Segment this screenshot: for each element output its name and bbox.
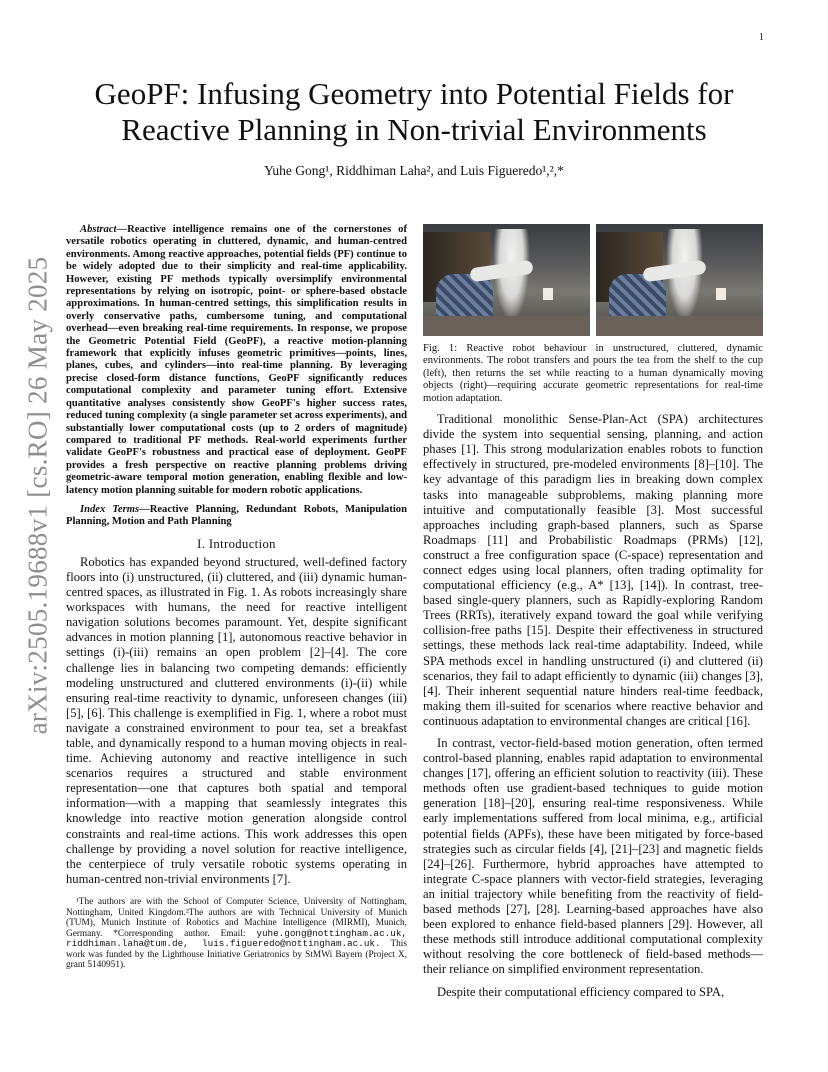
abstract xyxy=(66,224,407,497)
section-heading: I. Introduction xyxy=(197,536,276,551)
title-line-2: Reactive Planning in Non-trivial Environments xyxy=(121,112,707,147)
footnote-funding: This work was funded by the Lighthouse Initiative Geriatronics by StMWi Bayern (Project X, grant 5140951). xyxy=(66,939,407,971)
right-paragraph-3: Despite their computational efficiency compared to SPA, xyxy=(437,984,725,999)
paper-title xyxy=(64,76,764,148)
page-number: 1 xyxy=(759,32,764,43)
right-column xyxy=(423,224,763,1000)
figure-photo-right xyxy=(596,224,763,336)
figure-photo-left xyxy=(423,224,590,336)
abstract-label: Abstract xyxy=(80,224,117,235)
index-terms xyxy=(66,504,407,529)
right-paragraph-2: In contrast, vector-field-based motion generation, often termed control-based planning, enables rapid adaptation to environmental changes [17], offering an efficient solution to reactivity (iii). These methods often use gradient-based techniques to guide motion generation [18]–[20], ensuring real-time responsiveness. While early implementations suffered from local minima, e.g., artificial potential fields (APFs), these have been mitigated by force-based strategies such as circular fields [4], [21]–[23] and magnetic fields [24]–[26]. Furthermore, hybrid approaches have attempted to integrate C-space planners with vector-field strategies, leveraging an initial trajectory while benefiting from the reactivity of field-based methods [27], [28]. Learning-based approaches have also been explored to enhance field-based planners [29]. However, all these methods still introduce additional computational complexity without resolving the core bottleneck of field-based methods—their reliance on simplified environment representation. xyxy=(423,736,763,977)
footnote-text: ¹The authors are with the School of Computer Science, University of Nottingham, Nottingham, United Kingdom.²The authors are with Technical University of Munich (TUM), Munich Institute of Robotics and Machine Intelligence (MIRMI), Munich, Germany. *Corresponding author. Email: xyxy=(66,896,407,939)
arxiv-stamp-text: arXiv:2505.19688v1 [cs.RO] 26 May 2025 xyxy=(22,256,53,734)
footnote xyxy=(66,897,407,971)
authors: Yuhe Gong¹, Riddhiman Laha², and Luis Figueredo¹,²,* xyxy=(264,163,564,178)
arxiv-stamp xyxy=(18,195,58,795)
title-line-1: GeoPF: Infusing Geometry into Potential Fields for xyxy=(94,76,734,111)
index-terms-label: Index Terms xyxy=(80,503,140,515)
footnote-emails: yuhe.gong@nottingham.ac.uk, riddhiman.laha@tum.de, luis.figueredo@nottingham.ac.uk. xyxy=(66,927,407,950)
figure-caption: Fig. 1: Reactive robot behaviour in unstructured, cluttered, dynamic environments. The robot transfers and pours the tea from the shelf to the cup (left), then returns the set while reacting to a human dynamically moving objects (right)—requiring accurate geometric representations for real-time motion adaptation. xyxy=(423,343,763,404)
right-paragraph-1: Traditional monolithic Sense-Plan-Act (SPA) architectures divide the system into sequential sensing, planning, and action phases [1]. This strong modularization enables robots to function effectively in structured, pre-modeled environments [8]–[10]. The key advantage of this paradigm lies in breaking down complex tasks into manageable subproblems, making planning more intuitive and computationally feasible [3]. Most successful approaches including graph-based planners, such as Sparse Roadmaps [11] and Probabilistic Roadmaps (PRMs) [12], construct a free configuration space (C-space) representation and connect edges using local planners, often trading optimality for computational efficiency (e.g., A* [13], [14]). In contrast, tree-based single-query planners, such as Rapidly-exploring Random Trees (RRTs), iteratively expand toward the goal while verifying collision-free paths [15]. Despite their effectiveness in structured settings, these methods lack real-time adaptability. Indeed, while SPA methods excel in handling unstructured (i) and cluttered (ii) scenarios, they fail to adapt efficiently to dynamic (iii) changes [3], [4]. Their inherent sequential nature hinders real-time feedback, making them ill-suited for scenarios where reactive behavior and continuous adaptation to environmental changes are critical [16]. xyxy=(423,412,763,728)
left-column xyxy=(66,224,407,971)
index-terms-text: —Reactive Planning, Redundant Robots, Manipulation Planning, Motion and Path Planning xyxy=(66,503,407,528)
intro-paragraph: Robotics has expanded beyond structured, well-defined factory floors into (i) unstructured, (ii) cluttered, and (iii) dynamic human-centred spaces, as illustrated in Fig. 1. As robots increasingly share workspaces with humans, the need for reactive intelligent navigation solutions becomes paramount. Yet, despite significant advances in motion planning [1], autonomous reactive behavior in settings (i)-(iii) remains an open problem [2]–[4]. The core challenge lies in balancing two competing demands: efficiently modeling unstructured and cluttered environments (i)-(ii) while ensuring real-time reactivity to dynamic, unforeseen changes (iii) [5], [6]. This challenge is exemplified in Fig. 1, where a robot must navigate a constrained environment to pour tea, set a breakfast table, and dynamically respond to a human moving objects in real-time. Achieving autonomy and reactive intelligence in such scenarios requires a structured and stable environment representation—one that captures both spatial and temporal information—with a mapping that seamlessly integrates this knowledge into reactive motion generation alongside control constraints and real-time actions. This work addresses this open challenge by providing a novel solution for reactive intelligence, the centerpiece of truly versatile robotic systems operating in human-centred non-trivial environments [7]. xyxy=(66,554,407,886)
figure-1 xyxy=(423,224,763,336)
abstract-text: —Reactive intelligence remains one of the cornerstones of versatile robotics operating in cluttered, dynamic, and human-centred environments. Among reactive approaches, potential fields (PF) continue to be widely adopted due to their simplicity and real-time applicability. However, existing PF methods typically oversimplify environmental representations by relying on isotropic, point- or sphere-based obstacle approximations. In human-centred settings, this simplification results in overly conservative paths, cumbersome tuning, and computational overhead—even breaking real-time requirements. In response, we propose the Geometric Potential Field (GeoPF), a reactive motion-planning framework that explicitly infuses geometric primitives—points, lines, planes, cubes, and cylinders—into real-time planning. By leveraging precise closed-form distance functions, GeoPF significantly reduces computational complexity and parameter tuning effort. Extensive quantitative analyses consistently show GeoPF's higher success rates, reduced tuning complexity (a single parameter set across experiments), and substantially lower computational costs (up to 2 orders of magnitude) compared to traditional PF methods. Real-world experiments further validate GeoPF's robustness and practical ease of deployment. GeoPF provides a fresh perspective on reactive planning problems driving geometric-aware temporal motion generation, enabling flexible and low-latency motion planning suitable for modern robotic applications. xyxy=(66,224,407,496)
